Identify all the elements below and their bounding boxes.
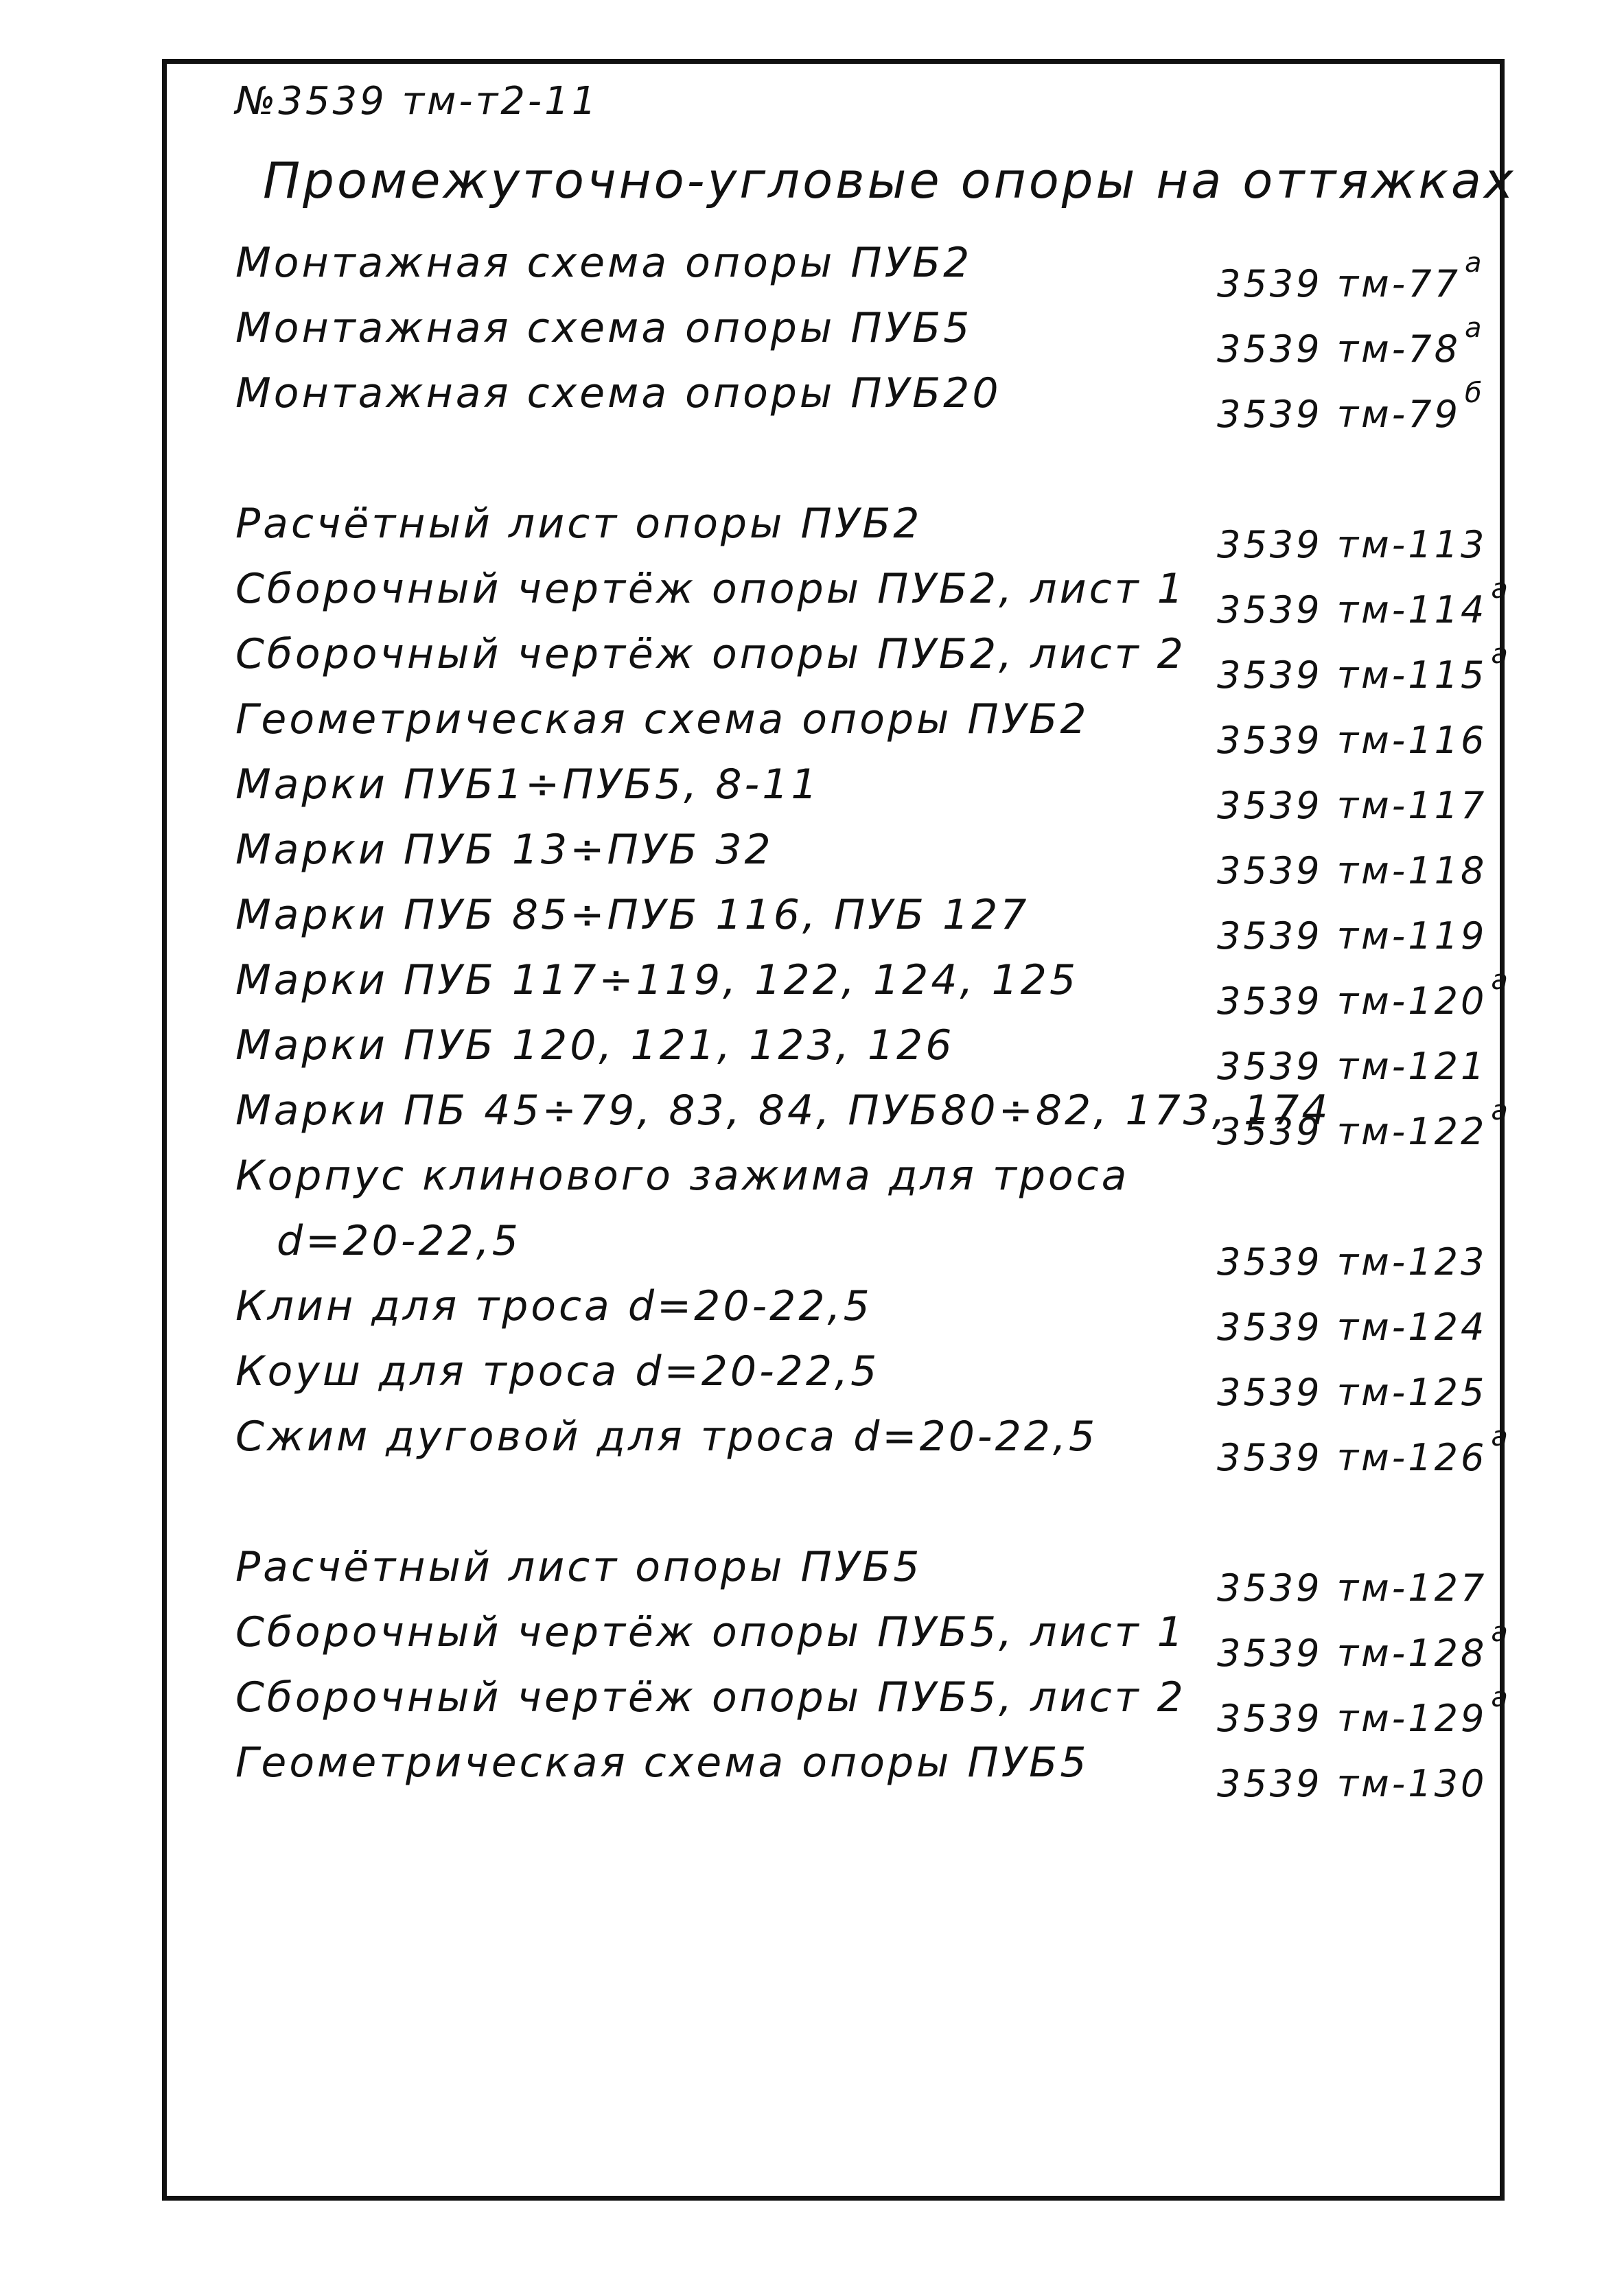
item-title: Сборочный чертёж опоры ПУБ5, лист 2 (235, 1673, 1186, 1722)
document-title: Промежуточно-угловые опоры на оттяжках (263, 152, 1516, 209)
revision-mark: а (1491, 1616, 1508, 1648)
item-code: 3539 тм-124 (1217, 1306, 1487, 1349)
item-title: Марки ПУБ 85÷ПУБ 116, ПУБ 127 (235, 891, 1030, 939)
item-code: 3539 тм-117 (1217, 784, 1487, 827)
list-item (167, 1735, 1500, 1805)
revision-mark: а (1491, 1682, 1508, 1713)
item-code: 3539 тм-121 (1217, 1045, 1487, 1088)
item-code: 3539 тм-125 (1217, 1371, 1487, 1414)
list-item (167, 1540, 1500, 1610)
revision-mark: б (1464, 378, 1482, 409)
item-title: Клин для троса d=20-22,5 (235, 1282, 872, 1330)
list-item (167, 888, 1500, 958)
revision-mark: а (1491, 1095, 1508, 1126)
item-title: Сборочный чертёж опоры ПУБ2, лист 1 (235, 565, 1186, 613)
list-item (167, 366, 1500, 436)
item-code: 3539 тм-114 $^а$ (1217, 573, 1508, 631)
revision-mark: а (1491, 964, 1508, 996)
drawing-list (167, 64, 1508, 2196)
revision-mark: а (1464, 312, 1482, 344)
item-code: 3539 тм-130 (1217, 1762, 1487, 1805)
item-title: Монтажная схема опоры ПУБ5 (235, 304, 973, 352)
list-item (167, 235, 1500, 305)
list-item (167, 496, 1500, 566)
item-title: Геометрическая схема опоры ПУБ5 (235, 1739, 1089, 1787)
item-code: 3539 тм-127 (1217, 1566, 1487, 1610)
list-item (167, 1605, 1508, 1675)
item-title: Марки ПУБ 120, 121, 123, 126 (235, 1021, 955, 1069)
item-title: Сборочный чертёж опоры ПУБ2, лист 2 (235, 630, 1186, 678)
list-item (167, 1670, 1508, 1740)
list-item (167, 1214, 1500, 1284)
item-title: Геометрическая схема опоры ПУБ2 (235, 695, 1089, 743)
item-code: 3539 тм-129 $^а$ (1217, 1682, 1508, 1740)
item-title: Сжим дуговой для троса d=20-22,5 (235, 1413, 1098, 1461)
revision-mark: а (1491, 573, 1508, 605)
list-item (167, 627, 1508, 697)
item-code: 3539 тм-79 $^б$ (1217, 378, 1482, 436)
item-title: Расчётный лист опоры ПУБ5 (235, 1543, 923, 1591)
list-item (167, 561, 1508, 631)
list-item (167, 1018, 1500, 1088)
item-title: Коуш для троса d=20-22,5 (235, 1347, 880, 1395)
item-title: Корпус клинового зажима для троса (235, 1152, 1130, 1200)
document-number: №3539 тм-т2-11 (235, 79, 599, 124)
item-code: 3539 тм-123 (1217, 1240, 1487, 1284)
item-title: Марки ПУБ1÷ПУБ5, 8-11 (235, 761, 820, 809)
list-item (167, 1344, 1500, 1414)
item-code: 3539 тм-77 $^а$ (1217, 247, 1482, 305)
item-code: 3539 тм-126 $^а$ (1217, 1421, 1508, 1479)
list-item (167, 822, 1500, 892)
item-code: 3539 тм-116 (1217, 719, 1487, 762)
list-item (167, 1148, 1500, 1203)
list-item (167, 953, 1508, 1023)
item-title: Марки ПБ 45÷79, 83, 84, ПУБ80÷82, 173, 174 (235, 1087, 1331, 1135)
item-code: 3539 тм-113 (1217, 523, 1487, 566)
item-code: 3539 тм-119 (1217, 914, 1487, 958)
list-item (167, 1409, 1508, 1479)
item-title: Монтажная схема опоры ПУБ20 (235, 369, 1001, 417)
document-sheet (162, 59, 1516, 2201)
list-item (167, 692, 1500, 762)
revision-mark: а (1491, 1421, 1508, 1452)
item-title: Марки ПУБ 117÷119, 122, 124, 125 (235, 956, 1079, 1004)
item-code: 3539 тм-115 $^а$ (1217, 638, 1508, 697)
item-title: Сборочный чертёж опоры ПУБ5, лист 1 (235, 1608, 1186, 1656)
item-code: 3539 тм-118 (1217, 849, 1487, 892)
item-code: 3539 тм-78 $^а$ (1217, 312, 1482, 371)
revision-mark: а (1464, 247, 1482, 279)
list-item (167, 757, 1500, 827)
revision-mark: а (1491, 638, 1508, 670)
item-code: 3539 тм-122 $^а$ (1217, 1095, 1508, 1153)
list-item (167, 1083, 1508, 1153)
item-title: Расчётный лист опоры ПУБ2 (235, 500, 923, 548)
list-item (167, 1279, 1500, 1349)
item-title: Монтажная схема опоры ПУБ2 (235, 239, 973, 287)
item-code: 3539 тм-120 $^а$ (1217, 964, 1508, 1023)
list-item (167, 301, 1500, 371)
item-title: d=20-22,5 (277, 1217, 521, 1265)
item-code: 3539 тм-128 $^а$ (1217, 1616, 1508, 1675)
item-title: Марки ПУБ 13÷ПУБ 32 (235, 826, 774, 874)
